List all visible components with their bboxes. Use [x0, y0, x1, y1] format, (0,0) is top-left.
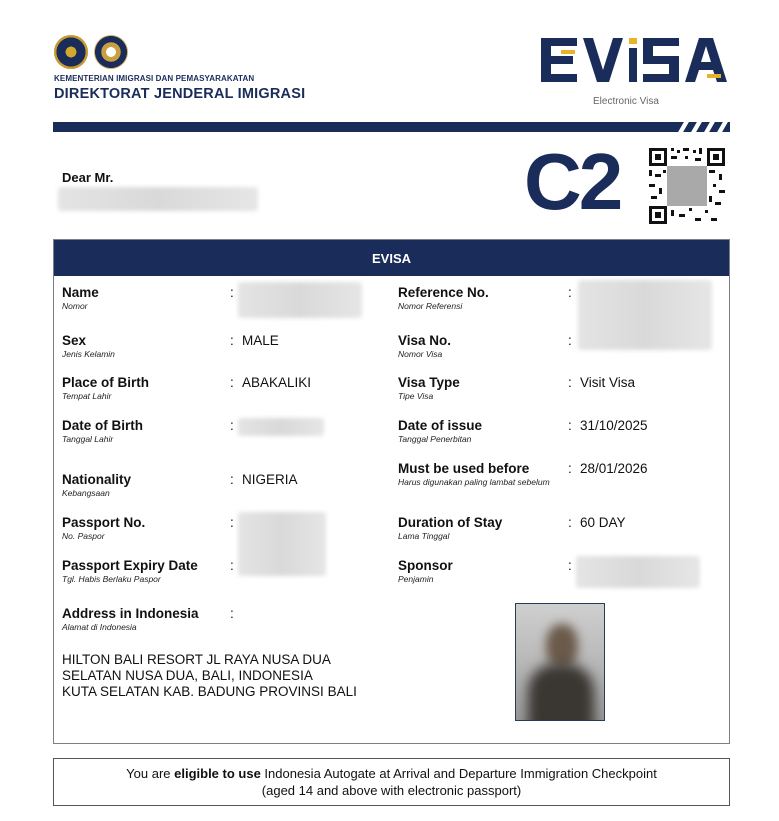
field-passport-no: Passport No. No. Paspor	[62, 515, 146, 541]
colon: :	[568, 333, 572, 348]
field-nationality: Nationality Kebangsaan	[62, 472, 132, 498]
redacted-holder-name	[58, 187, 258, 211]
card-title: EVISA	[54, 240, 729, 276]
field-place-of-birth: Place of Birth Tempat Lahir	[62, 375, 150, 401]
date-of-issue-value: 31/10/2025	[580, 418, 648, 433]
field-passport-expiry: Passport Expiry Date Tgl. Habis Berlaku Paspor	[62, 558, 198, 584]
colon: :	[568, 461, 572, 476]
evisa-logo	[537, 30, 733, 90]
redacted-date-of-birth	[238, 418, 324, 436]
colon: :	[230, 285, 234, 300]
colon: :	[568, 515, 572, 530]
colon: :	[230, 558, 234, 573]
field-date-of-issue: Date of issue Tanggal Penerbitan	[398, 418, 483, 444]
field-address: Address in Indonesia Alamat di Indonesia	[62, 606, 199, 632]
redacted-sponsor	[576, 556, 700, 588]
colon: :	[568, 285, 572, 300]
sex-value: MALE	[242, 333, 279, 348]
field-reference-no: Reference No. Nomor Referensi	[398, 285, 489, 311]
redacted-reference-visa-no	[578, 280, 712, 350]
ministry-name: KEMENTERIAN IMIGRASI DAN PEMASYARAKATAN	[54, 74, 255, 83]
greeting: Dear Mr.	[62, 170, 114, 185]
autogate-notice	[53, 758, 730, 806]
evisa-subtitle: Electronic Visa	[593, 96, 659, 107]
colon: :	[568, 375, 572, 390]
field-visa-no: Visa No. Nomor Visa	[398, 333, 452, 359]
header-band	[53, 122, 730, 132]
address-line: KUTA SELATAN KAB. BADUNG PROVINSI BALI	[62, 684, 357, 699]
field-visa-type: Visa Type Tipe Visa	[398, 375, 460, 401]
field-sponsor: Sponsor Penjamin	[398, 558, 453, 584]
field-duration-of-stay: Duration of Stay Lama Tinggal	[398, 515, 503, 541]
emblem-group	[54, 35, 128, 69]
notice-line-1: You are eligible to use Indonesia Autogate at Arrival and Departure Immigration Checkpoint	[126, 766, 657, 781]
notice-line-2: (aged 14 and above with electronic passport)	[261, 783, 522, 798]
colon: :	[230, 418, 234, 433]
redacted-passport-no	[238, 512, 326, 576]
duration-of-stay-value: 60 DAY	[580, 515, 626, 530]
colon: :	[230, 375, 234, 390]
visa-type-value: Visit Visa	[580, 375, 636, 390]
address-line: SELATAN NUSA DUA, BALI, INDONESIA	[62, 668, 313, 683]
colon: :	[230, 333, 234, 348]
field-name: Name Nomor	[62, 285, 99, 311]
immigration-emblem-icon	[94, 35, 128, 69]
holder-photo	[515, 603, 605, 721]
address-line: HILTON BALI RESORT JL RAYA NUSA DUA	[62, 652, 331, 667]
nationality-value: NIGERIA	[242, 472, 298, 487]
field-sex: Sex Jenis Kelamin	[62, 333, 115, 359]
colon: :	[230, 472, 234, 487]
must-be-used-before-value: 28/01/2026	[580, 461, 648, 476]
directorate-name: DIREKTORAT JENDERAL IMIGRASI	[54, 86, 306, 102]
colon: :	[568, 418, 572, 433]
colon: :	[230, 606, 234, 621]
ministry-emblem-icon	[54, 35, 88, 69]
field-must-be-used-before: Must be used before Harus digunakan paling lambat sebelum	[398, 461, 550, 487]
colon: :	[230, 515, 234, 530]
qr-code-icon	[649, 148, 725, 224]
redacted-name	[238, 282, 362, 318]
visa-code: C2	[524, 137, 621, 226]
place-of-birth-value: ABAKALIKI	[242, 375, 312, 390]
document-header	[0, 0, 779, 140]
field-date-of-birth: Date of Birth Tanggal Lahir	[62, 418, 143, 444]
colon: :	[568, 558, 572, 573]
address-value	[62, 652, 357, 700]
